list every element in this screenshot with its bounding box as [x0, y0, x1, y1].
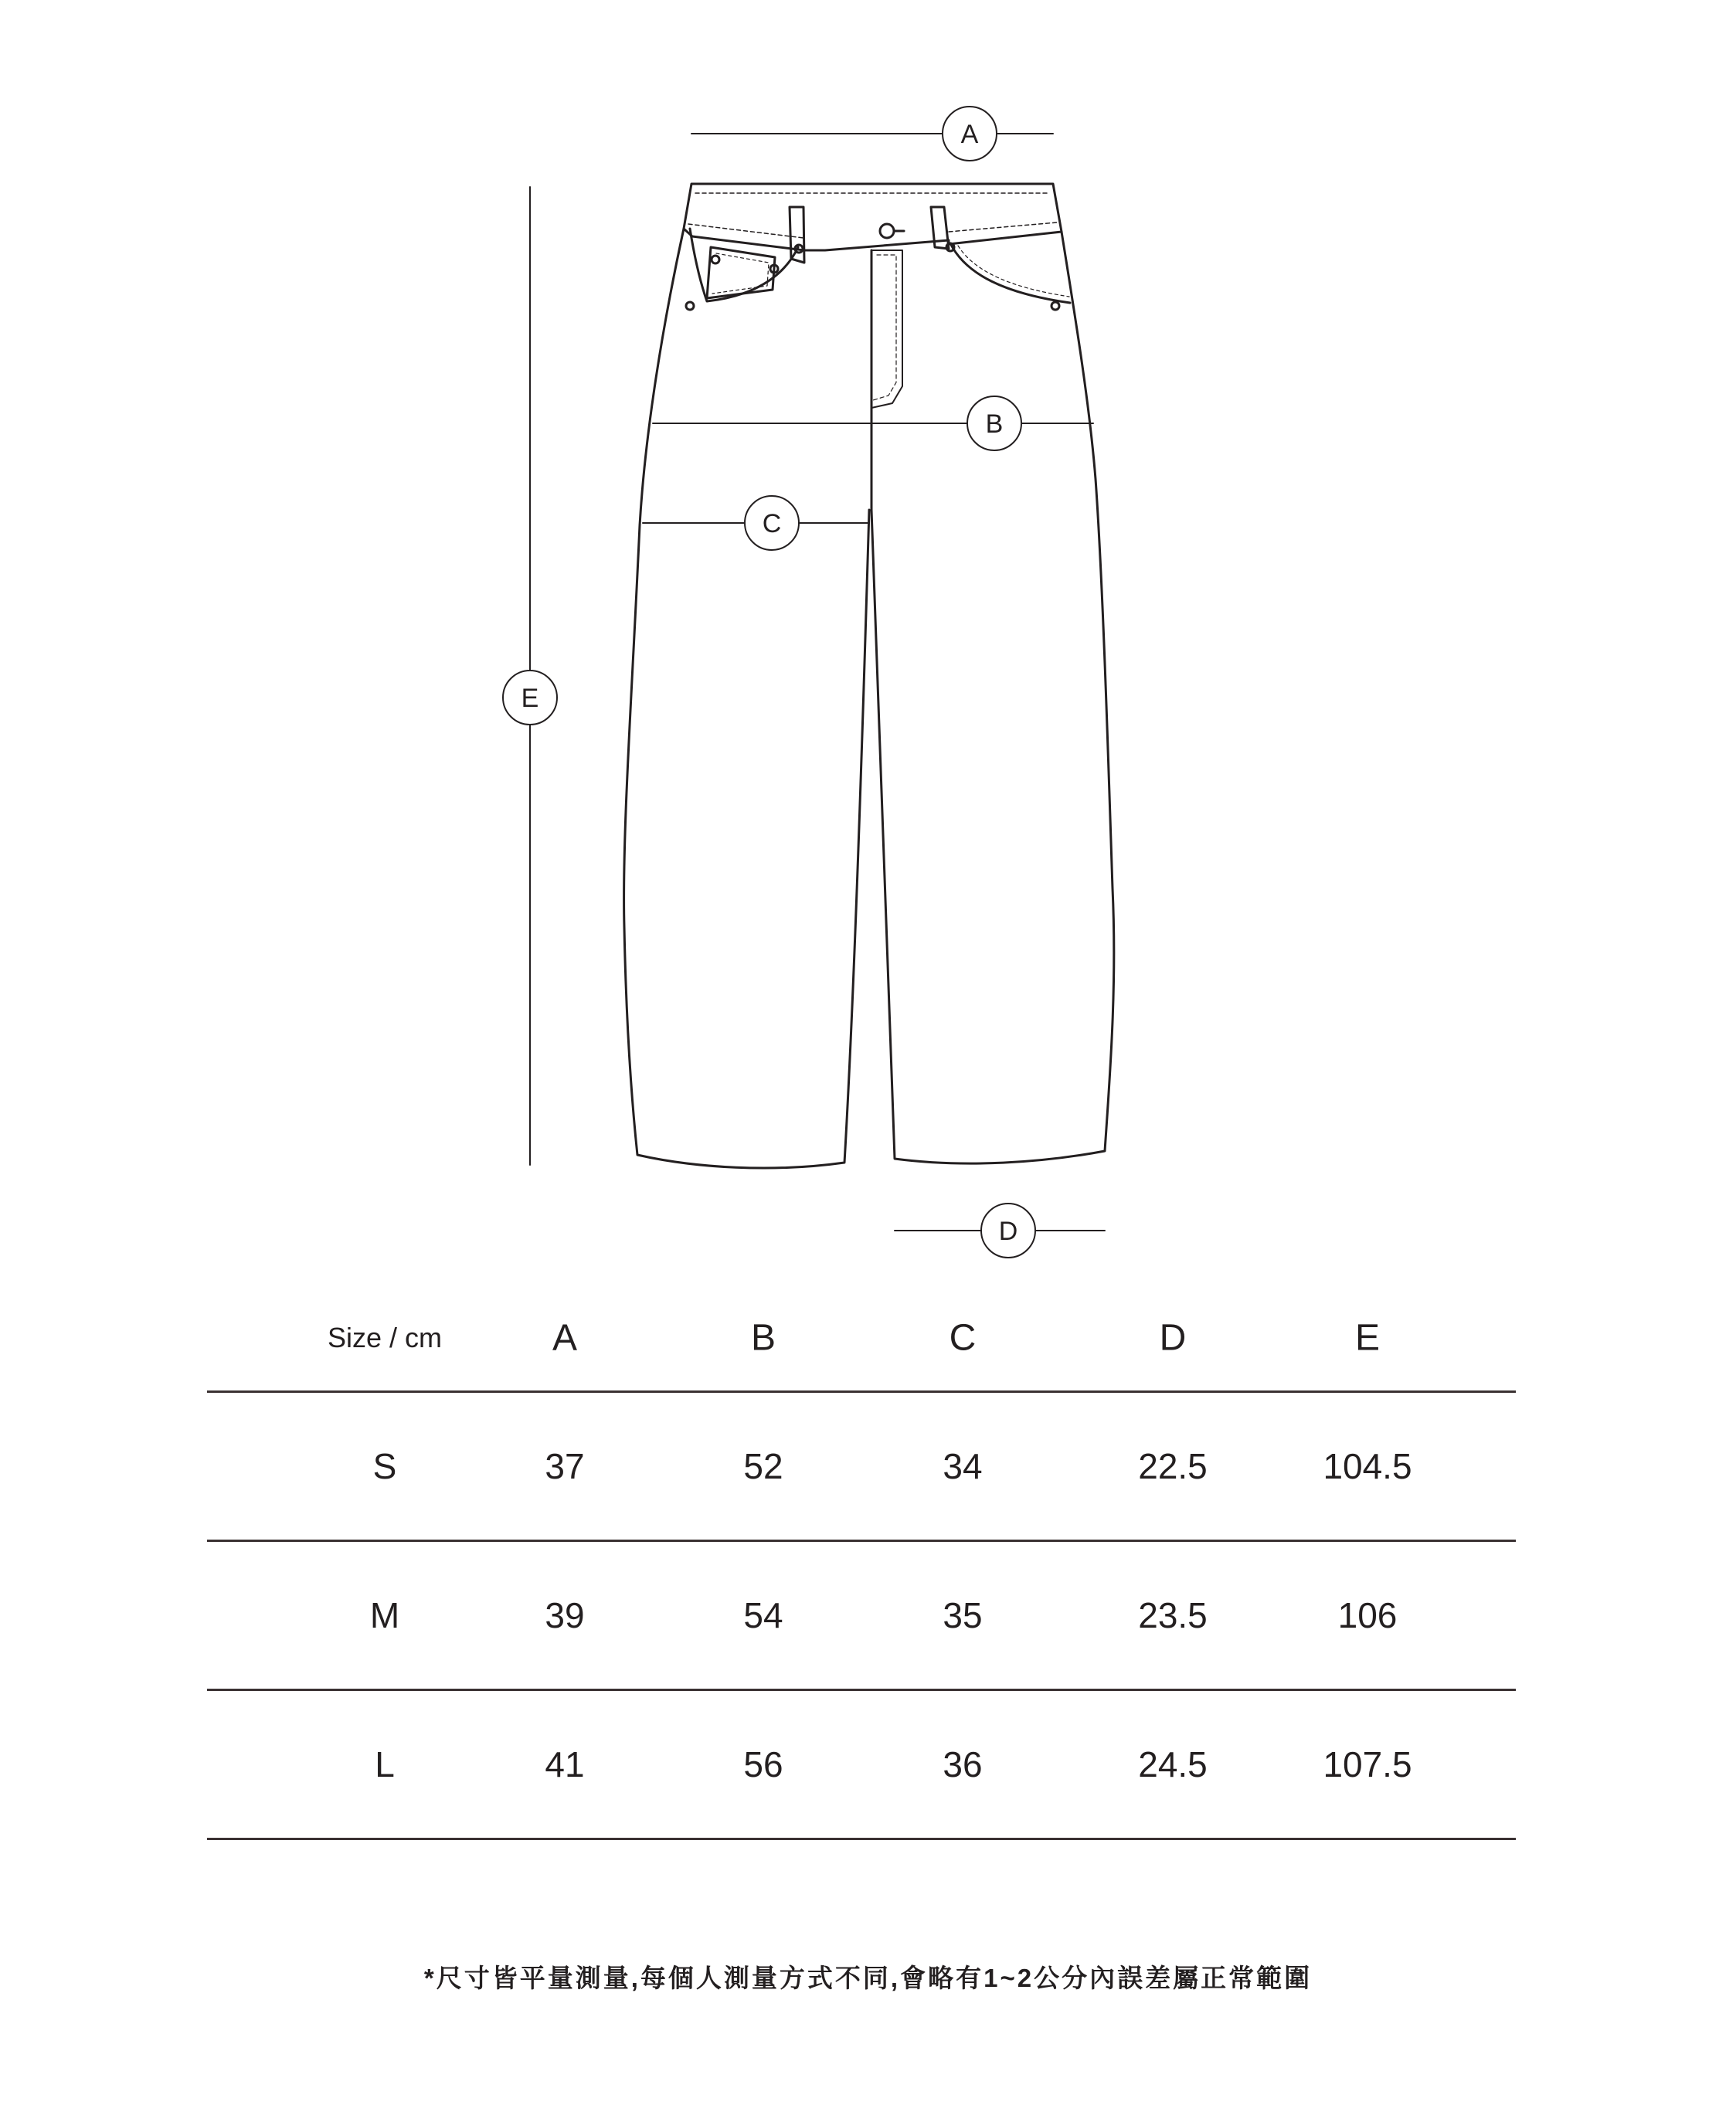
left-pocket: [690, 229, 798, 301]
cell-a: 41: [545, 1744, 585, 1784]
table-divider: [207, 1838, 1516, 1840]
label-c: C: [762, 509, 782, 538]
measurement-label-e: [503, 671, 557, 725]
cell-b: 54: [743, 1595, 783, 1635]
label-d: D: [998, 1217, 1018, 1246]
measurement-lines: [530, 134, 1105, 1231]
measurement-label-a: [943, 107, 997, 161]
table-row-m: [207, 1542, 1516, 1689]
column-header-b: B: [750, 1317, 776, 1359]
label-b: B: [985, 409, 1004, 439]
table-row-l: [207, 1691, 1516, 1838]
cell-e: 107.5: [1323, 1744, 1412, 1784]
row-size-label: M: [369, 1595, 400, 1635]
fly-stitch: [871, 250, 902, 408]
column-header-a: A: [552, 1317, 578, 1359]
left-leg-outline: [624, 229, 869, 1168]
cell-d: 22.5: [1138, 1446, 1208, 1486]
rivet: [686, 302, 694, 310]
fly-stitch-inner: [873, 255, 896, 400]
cell-d: 23.5: [1138, 1595, 1208, 1635]
waist-button: [880, 224, 894, 238]
rivet: [1051, 302, 1059, 310]
belt-loop-right: [931, 207, 949, 249]
measurement-label-d: [981, 1204, 1035, 1258]
measurement-label-b: [967, 396, 1021, 450]
measurement-note: *尺寸皆平量測量,每個人測量方式不同,會略有1~2公分內誤差屬正常範圍: [423, 1964, 1313, 1992]
belt-loop-left: [790, 207, 804, 263]
left-coin-pocket-stitch: [712, 253, 769, 294]
cell-e: 106: [1337, 1595, 1398, 1635]
row-size-label: S: [372, 1446, 397, 1486]
cell-c: 34: [943, 1446, 983, 1486]
cell-a: 37: [545, 1446, 585, 1486]
cell-c: 36: [943, 1744, 983, 1784]
rivet: [712, 256, 719, 263]
table-header-row: [207, 1267, 1516, 1390]
cell-e: 104.5: [1323, 1446, 1412, 1486]
table-row-s: [207, 1393, 1516, 1540]
cell-d: 24.5: [1138, 1744, 1208, 1784]
measurement-label-c: [745, 496, 799, 550]
label-a: A: [960, 120, 979, 149]
column-header-c: C: [949, 1317, 977, 1359]
column-header-d: D: [1159, 1317, 1187, 1359]
waistband: [684, 184, 1062, 250]
column-header-e: E: [1354, 1317, 1381, 1359]
jeans-illustration: [624, 184, 1114, 1168]
cell-b: 56: [743, 1744, 783, 1784]
waistband-stitch: [688, 193, 1057, 238]
cell-c: 35: [943, 1595, 983, 1635]
rivet: [946, 243, 954, 251]
right-leg-outline: [871, 232, 1114, 1163]
row-size-label: L: [375, 1744, 395, 1784]
size-chart-table: [207, 1267, 1516, 1840]
cell-a: 39: [545, 1595, 585, 1635]
unit-label: Size / cm: [327, 1322, 443, 1353]
label-e: E: [521, 684, 539, 713]
cell-b: 52: [743, 1446, 783, 1486]
